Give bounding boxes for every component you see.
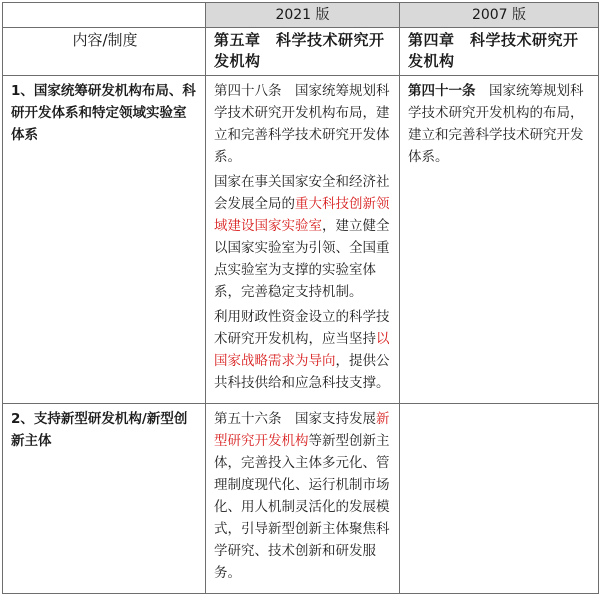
article-paragraph (214, 171, 393, 303)
article-text: ，建立健全以国家实验室为引领、全国重点实验室为支撑的实验室体系，完善稳定支持机制。 (214, 218, 390, 300)
column-title-row (3, 28, 599, 76)
comparison-table (2, 2, 599, 594)
article-paragraph (214, 306, 393, 394)
chapter-2021-title: 第五章 科学技术研究开发机构 (206, 28, 400, 76)
highlighted-text: 重大科技创新领域建设国家实验室 (214, 196, 390, 234)
article-text: 国家统筹规划科学技术研究开发机构的布局，建立和完善科学技术研究开发体系。 (408, 83, 584, 165)
version-2007-header: 2007 版 (400, 3, 599, 28)
article-paragraph: 第四十八条 国家统筹规划科学技术研究开发机构布局，建立和完善科学技术研究开发体系。 (214, 83, 390, 165)
highlighted-text: 新型研究开发机构 (214, 411, 390, 449)
article-text: 利用财政性资金设立的科学技术研究开发机构，应当坚持 (214, 309, 390, 347)
table-row (3, 76, 599, 404)
article-text: 国家在事关国家安全和经济社会发展全局的 (214, 174, 390, 212)
article-2021-cell (206, 76, 400, 404)
row-label: 1、国家统筹研发机构布局、科研开发体系和特定领域实验室体系 (3, 76, 206, 404)
article-paragraph (214, 408, 393, 584)
article-2007-cell-empty (400, 404, 599, 594)
version-header-row (3, 3, 599, 28)
article-text: 等新型创新主体，完善投入主体多元化、管理制度现代化、运行机制市场化、用人机制灵活化的发展模式，引导新型创新主体聚焦科学研究、技术创新和研发服务。 (214, 433, 390, 581)
article-2007-cell (400, 76, 599, 404)
header-blank-cell (3, 3, 206, 28)
article-text: ，提供公共科技供给和应急科技支撑。 (214, 353, 390, 391)
highlighted-text: 以国家战略需求为导向 (214, 331, 390, 369)
article-text: 第五十六条 国家支持发展 (214, 411, 376, 427)
article-2021-cell (206, 404, 400, 594)
row-label: 2、支持新型研发机构/新型创新主体 (3, 404, 206, 594)
chapter-2007-title: 第四章 科学技术研究开发机构 (400, 28, 599, 76)
article-number: 第四十一条 (408, 83, 476, 99)
content-column-title: 内容/制度 (3, 28, 206, 76)
article-paragraph (408, 80, 592, 168)
version-2021-header: 2021 版 (206, 3, 400, 28)
table-row (3, 404, 599, 594)
